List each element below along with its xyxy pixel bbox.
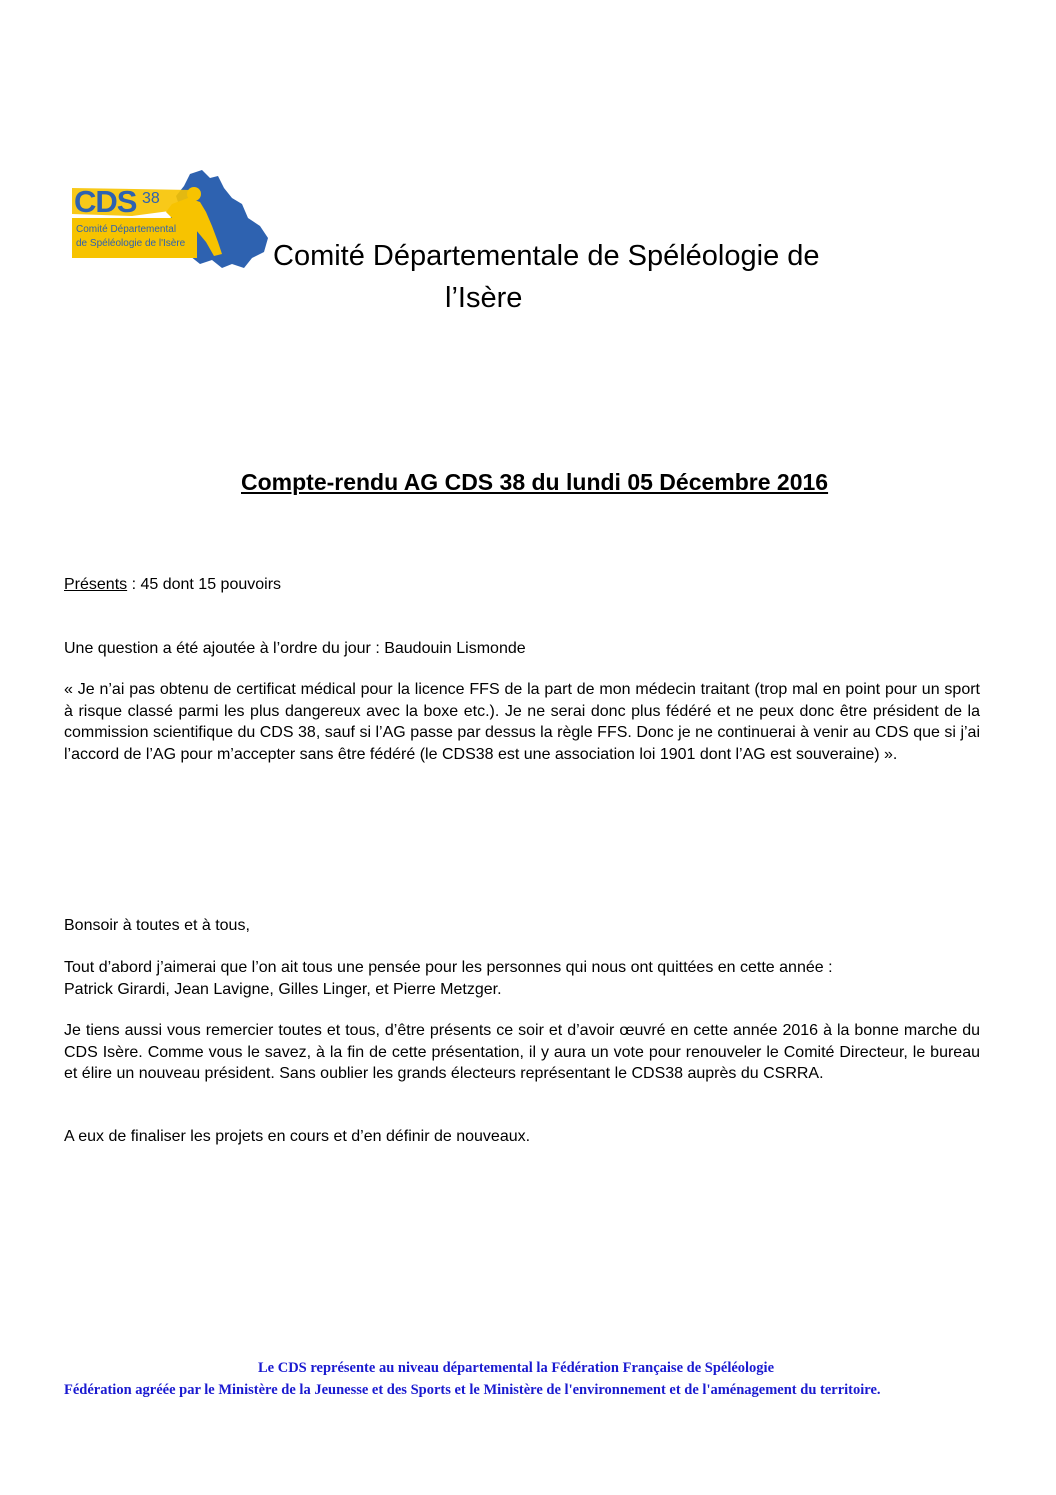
tribute-paragraph: [64, 957, 980, 1000]
attendance-line: [64, 574, 980, 596]
report-title: Compte-rendu AG CDS 38 du lundi 05 Décembre 2016: [241, 469, 829, 495]
attendance-label: Présents: [64, 576, 128, 593]
footer-line2: Fédération agréée par le Ministère de la Jeunesse et des Sports et le Ministère de l'environnement et de l'aménagement du territoire.: [64, 1382, 881, 1398]
closing-paragraph: A eux de finaliser les projets en cours et d’en définir de nouveaux.: [64, 1128, 531, 1145]
organization-title-line1: Comité Départementale de Spéléologie de: [273, 240, 820, 272]
tribute-line1: Tout d’abord j’aimerai que l’on ait tous une pensée pour les personnes qui nous ont quittées en cette année :: [64, 959, 833, 976]
cds38-logo: [72, 168, 272, 270]
logo-number: 38: [142, 190, 160, 207]
footer-line1: Le CDS représente au niveau départemental la Fédération Française de Spéléologie: [258, 1360, 775, 1376]
logo-line2: de Spéléologie de l'Isère: [76, 238, 186, 249]
greeting: Bonsoir à toutes et à tous,: [64, 917, 250, 934]
quote-paragraph: « Je n’ai pas obtenu de certificat médical pour la licence FFS de la part de mon médecin traitant (trop mal en point pour un sport à risque classé parmi les plus dangereux avec la boxe etc.). Je ne serai donc plus fédéré et ne peux donc être président de la commission scientifique du CDS 38, sauf si l’AG passe par dessus la règle FFS. Donc je ne continuerai à venir au CDS que si j’ai l’accord de l’AG pour m’accepter sans être fédéré (le CDS38 est une association loi 1901 dont l’AG est souveraine) ».: [64, 681, 980, 763]
organization-title-line2: l’Isère: [445, 282, 523, 314]
logo-acronym: CDS: [74, 184, 137, 219]
thanks-paragraph: Je tiens aussi vous remercier toutes et tous, d’être présents ce soir et d’avoir œuvré en cette année 2016 à la bonne marche du CDS Isère. Comme vous le savez, à la fin de cette présentation, il y aura un vote pour renouveler le Comité Directeur, le bureau et élire un nouveau président. Sans oublier les grands électeurs représentant le CDS38 auprès du CSRRA.: [64, 1022, 980, 1082]
logo-line1: Comité Départemental: [76, 224, 177, 235]
attendance-value: : 45 dont 15 pouvoirs: [127, 576, 282, 593]
agenda-question: Une question a été ajoutée à l’ordre du jour : Baudouin Lismonde: [64, 640, 526, 657]
tribute-names: Patrick Girardi, Jean Lavigne, Gilles Linger, et Pierre Metzger.: [64, 980, 502, 998]
